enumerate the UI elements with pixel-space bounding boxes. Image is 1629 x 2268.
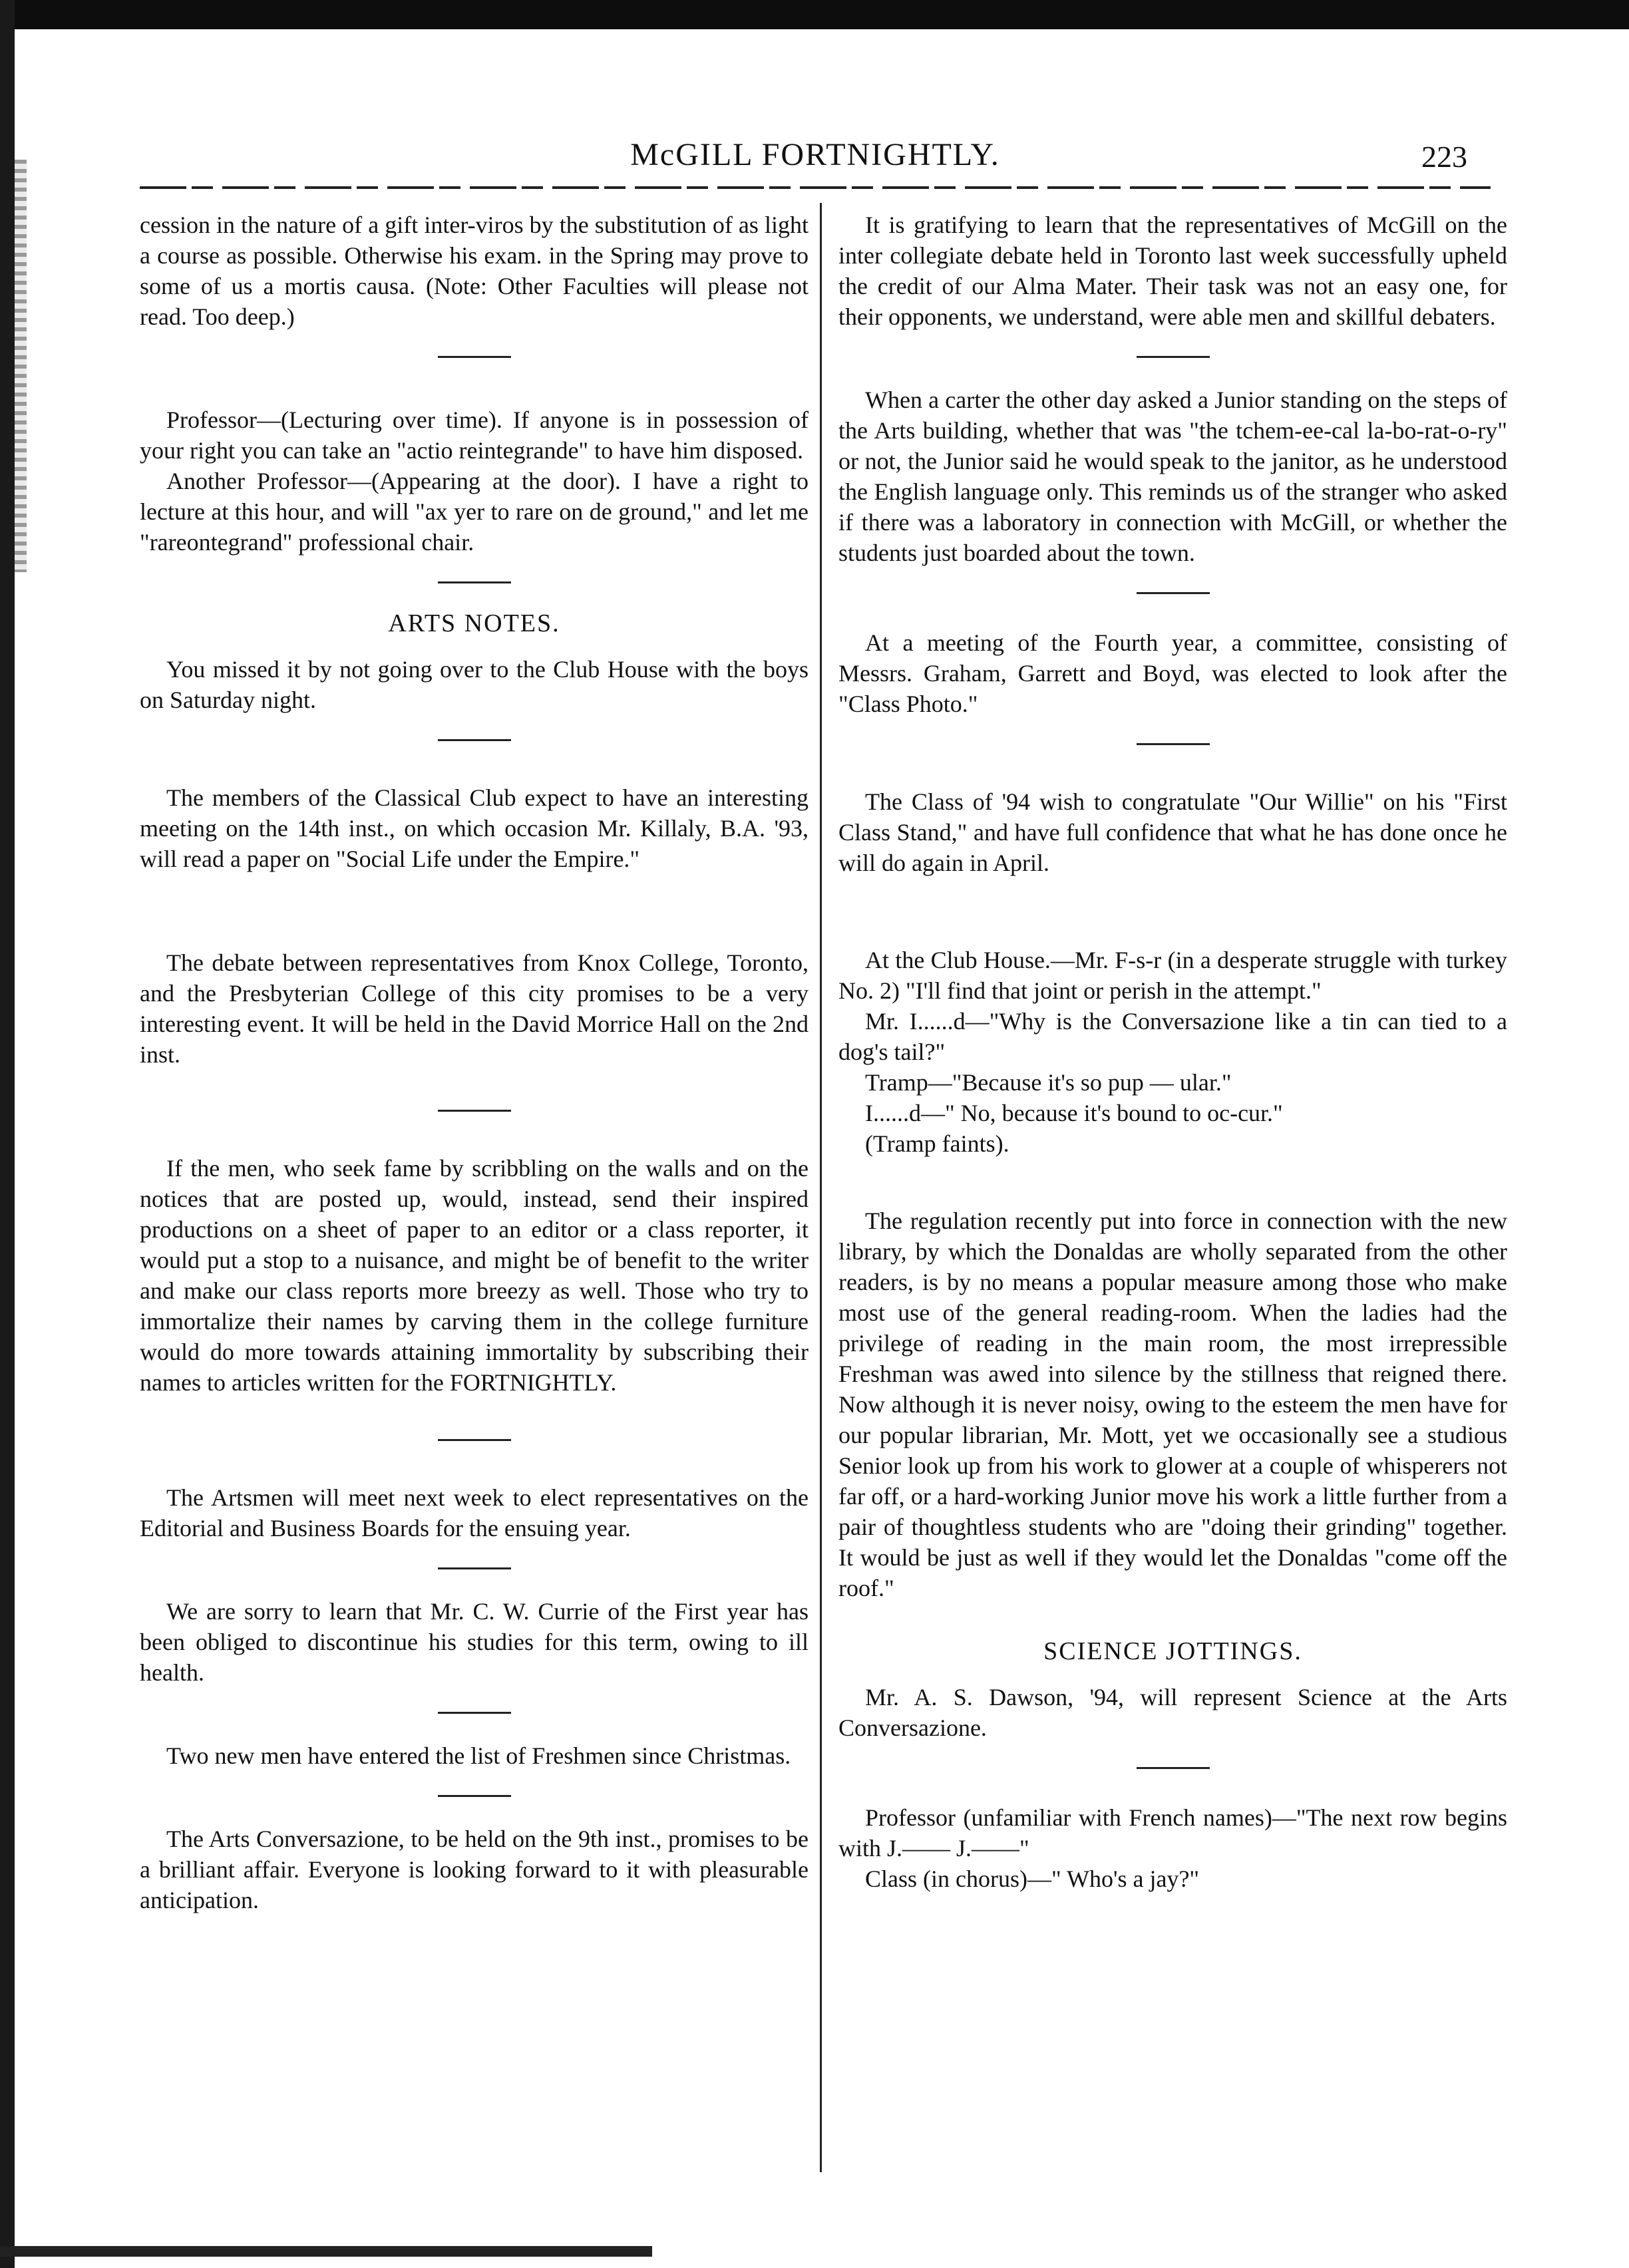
debate-note: It is gratifying to learn that the representatives of McGill on the inter collegiate debate held in Toronto last week successfully upheld the credit of our Alma Mater. Their task was not an easy one, for their opponents, we understand, were able men and skillful debaters. <box>838 212 1507 330</box>
another-professor-note: Another Professor—(Appearing at the door). I have a right to lecture at this hour, and will "ax yer to rare on de ground," and let me "rareontegrand" professional chair. <box>140 468 809 556</box>
professor-note: Professor—(Lecturing over time). If anyone is in possession of your right you can take an "actio reintegrande" to have him disposed. <box>140 406 809 464</box>
separator <box>1137 743 1210 745</box>
page-number: 223 <box>1421 140 1467 174</box>
club-house-dialogue-line: Tramp—"Because it's so pup — ular." <box>865 1069 1232 1096</box>
separator <box>1137 356 1210 358</box>
scan-top-edge <box>0 0 1629 29</box>
arts-note: The Artsmen will meet next week to elect representatives on the Editorial and Business Boards for the ensuing year. <box>140 1484 809 1541</box>
library-regulation-note: The regulation recently put into force in connection with the new library, by which the Donaldas are wholly separated from the other readers, is by no means a popular measure among those who make most use of the general reading-room. When the ladies had the privilege of reading in the main room, the most irrepressible Freshman was awed into silence by the stillness that reigned there. Now although it is never noisy, owing to the esteem the men have for our popular librarian, Mr. Mott, yet we occasionally see a studious Senior look up from his work to glower at a couple of whisperers not far off, or a hard-working Junior move his work a little further from a pair of thoughtless students who are "doing their grinding" together. It would be just as well if they would let the Donaldas "come off the roof." <box>838 1208 1507 1601</box>
separator <box>438 1795 511 1797</box>
arts-note: The Arts Conversazione, to be held on the 9th inst., promises to be a brilliant affair. Everyone is looking forward to it with pleasurable anticipation. <box>140 1826 809 1913</box>
header-rule <box>140 186 1491 189</box>
professor-joke: Professor (unfamiliar with French names)—"The next row begins with J.—— J.——" <box>838 1804 1507 1862</box>
continued-paragraph: cession in the nature of a gift inter-viros by the substitution of as light a course as possible. Otherwise his exam. in the Spring may prove to some of us a mortis causa. (Note: Other Faculties will please not read. Too deep.) <box>140 212 809 330</box>
arts-note: We are sorry to learn that Mr. C. W. Currie of the First year has been obliged to discontinue his studies for this term, owing to ill health. <box>140 1598 809 1686</box>
separator <box>438 1567 511 1569</box>
separator <box>1137 1767 1210 1769</box>
binding-shadow <box>15 160 27 572</box>
carter-anecdote: When a carter the other day asked a Junior standing on the steps of the Arts building, whether that was "the tchem-ee-cal la-bo-rat-o-ry" or not, the Junior said he would speak to the janitor, as he understood the English language only. This reminds us of the stranger who asked if there was a laboratory in connection with McGill, or whether the students just boarded about the town. <box>838 387 1507 566</box>
separator <box>438 739 511 741</box>
class-94-note: The Class of '94 wish to congratulate "Our Willie" on his "First Class Stand," and have full confidence that what he has done once he will do again in April. <box>838 788 1507 876</box>
scan-bottom-edge <box>0 2246 652 2257</box>
right-column <box>838 210 1507 1894</box>
arts-note: Two new men have entered the list of Freshmen since Christmas. <box>166 1742 791 1769</box>
scan-left-edge <box>0 0 15 2268</box>
arts-note: You missed it by not going over to the Club House with the boys on Saturday night. <box>140 656 809 713</box>
publication-title: McGILL FORTNIGHTLY. <box>630 137 1000 172</box>
arts-note: The debate between representatives from Knox College, Toronto, and the Presbyterian College of this city promises to be a very interesting event. It will be held in the David Morrice Hall on the 2nd inst. <box>140 949 809 1068</box>
separator <box>438 581 511 583</box>
arts-note: The members of the Classical Club expect to have an interesting meeting on the 14th inst., on which occasion Mr. Killaly, B.A. '93, will read a paper on "Social Life under the Empire." <box>140 784 809 872</box>
section-heading-science: SCIENCE JOTTINGS. <box>1043 1637 1302 1665</box>
club-house-dialogue: At the Club House.—Mr. F-s-r (in a desperate struggle with turkey No. 2) "I'll find that joint or perish in the attempt." <box>838 947 1507 1004</box>
club-house-dialogue-line: (Tramp faints). <box>865 1130 1009 1157</box>
separator <box>438 1712 511 1714</box>
separator <box>438 1110 511 1112</box>
separator <box>1137 592 1210 594</box>
arts-note: If the men, who seek fame by scribbling on the walls and on the notices that are posted up, would, instead, send their inspired productions on a sheet of paper to an editor or a class reporter, it would put a stop to a nuisance, and might be of benefit to the writer and make our class reports more breezy as well. Those who try to immortalize their names by carving them in the college furniture would do more towards attaining immortality by subscribing their names to articles written for the FORTNIGHTLY. <box>140 1155 809 1396</box>
separator <box>438 1439 511 1441</box>
left-column <box>140 210 809 1915</box>
separator <box>438 356 511 358</box>
page-header <box>143 136 1487 183</box>
column-divider <box>820 203 822 2172</box>
science-note: Mr. A. S. Dawson, '94, will represent Science at the Arts Conversazione. <box>838 1684 1507 1741</box>
club-house-dialogue-line: I......d—" No, because it's bound to oc-cur." <box>865 1100 1283 1126</box>
section-heading-arts: ARTS NOTES. <box>388 609 560 637</box>
class-reply: Class (in chorus)—" Who's a jay?" <box>865 1865 1200 1892</box>
fourth-year-note: At a meeting of the Fourth year, a committee, consisting of Messrs. Graham, Garrett and Boyd, was elected to look after the "Class Photo." <box>838 629 1507 717</box>
club-house-dialogue-line: Mr. I......d—"Why is the Conversazione like a tin can tied to a dog's tail?" <box>838 1008 1507 1065</box>
